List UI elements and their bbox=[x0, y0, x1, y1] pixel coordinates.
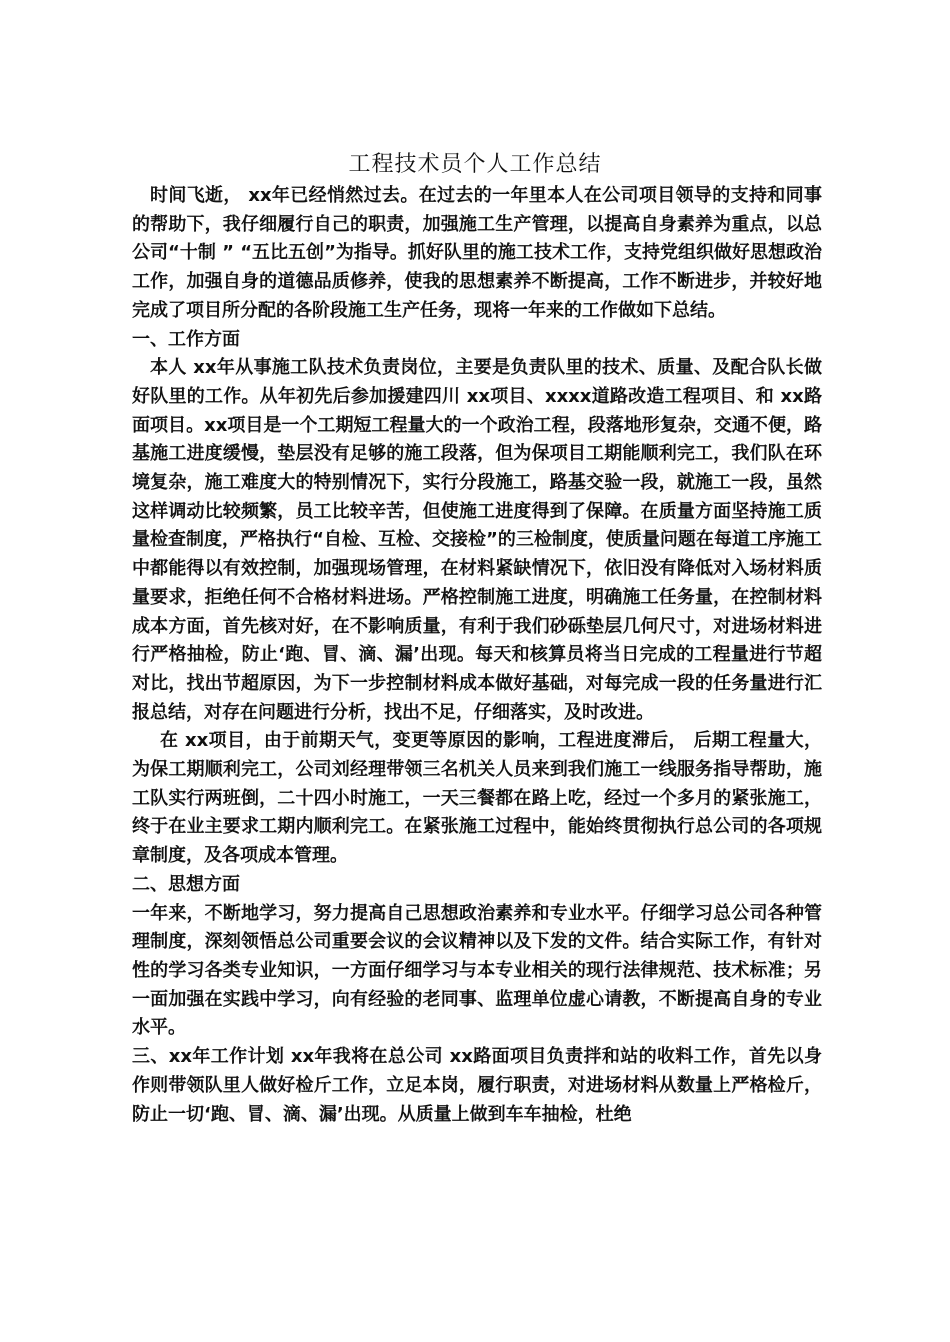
document-body bbox=[132, 182, 822, 1129]
section3-heading: 三、xx年工作计划 bbox=[132, 1046, 285, 1068]
intro-paragraph: 时间飞逝， xx年已经悄然过去。在过去的一年里本人在公司项目领导的支持和同事的帮助下，我仔细履行自己的职责，加强施工生产管理，以提高自身素养为重点，以总公司“十制 ” “五比五创”为指导。抓好队里的施工技术工作，支持党组织做好思想政治工作，加强自身的道德品质修养，使我的思想素养不断提高，工作不断进步，并较好地完成了项目所分配的各阶段施工生产任务，现将一年来的工作做如下总结。 bbox=[132, 185, 822, 321]
section1-paragraph-1: 本人 xx年从事施工队技术负责岗位，主要是负责队里的技术、质量、及配合队长做好队里的工作。从年初先后参加援建四川 xx项目、xxxx道路改造工程项目、和 xx路面项目。xx项目是一个工期短工程量大的一个政治工程，段落地形复杂，交通不便，路基施工进度缓慢，垫层没有足够的施工段落，但为保项目工期能顺利完工，我们队在环境复杂，施工难度大的特别情况下，实行分段施工，路基交验一段，就施工一段，虽然这样调动比较频繁，员工比较辛苦，但使施工进度得到了保障。在质量方面坚持施工质量检查制度，严格执行“自检、互检、交接检”的三检制度，使质量问题在每道工序施工中都能得以有效控制，加强现场管理，在材料紧缺情况下，依旧没有降低对入场材料质量要求，拒绝任何不合格材料进场。严格控制施工进度，明确施工任务量，在控制材料成本方面，首先核对好，在不影响质量，有利于我们砂砾垫层几何尺寸，对进场材料进行严格抽检，防止‘跑、冒、滴、漏’出现。每天和核算员将当日完成的工程量进行节超对比，找出节超原因，为下一步控制材料成本做好基础，对每完成一段的任务量进行汇报总结，对存在问题进行分析，找出不足，仔细落实，及时改进。 bbox=[132, 357, 822, 723]
section3-text: xx年我将在总公司 xx路面项目负责拌和站的收料工作，首先以身作则带领队里人做好检斤工作，立足本岗，履行职责，对进场材料从数量上严格检斤，防止一切‘跑、冒、滴、漏’出现。从质量上做到车车抽检，杜绝 bbox=[132, 1046, 822, 1125]
section2-paragraph: 一年来，不断地学习，努力提高自己思想政治素养和专业水平。仔细学习总公司各种管理制度，深刻领悟总公司重要会议的会议精神以及下发的文件。结合实际工作，有针对性的学习各类专业知识，一方面仔细学习与本专业相关的现行法律规范、技术标准；另一面加强在实践中学习，向有经验的老同事、监理单位虚心请教，不断提高自身的专业水平。 bbox=[132, 902, 822, 1039]
section1-paragraph-2: 在 xx项目，由于前期天气，变更等原因的影响，工程进度滞后， 后期工程量大，为保工期顺利完工，公司刘经理带领三名机关人员来到我们施工一线服务指导帮助，施工队实行两班倒，二十四小时施工，一天三餐都在路上吃，经过一个多月的紧张施工，终于在业主要求工期内顺利完工。在紧张施工过程中，能始终贯彻执行总公司的各项规章制度，及各项成本管理。 bbox=[132, 730, 822, 867]
section2-heading: 二、思想方面 bbox=[132, 873, 240, 895]
section1-heading: 一、工作方面 bbox=[132, 328, 240, 350]
document-title: 工程技术员个人工作总结 bbox=[348, 152, 602, 177]
section3-paragraph bbox=[132, 1043, 822, 1129]
